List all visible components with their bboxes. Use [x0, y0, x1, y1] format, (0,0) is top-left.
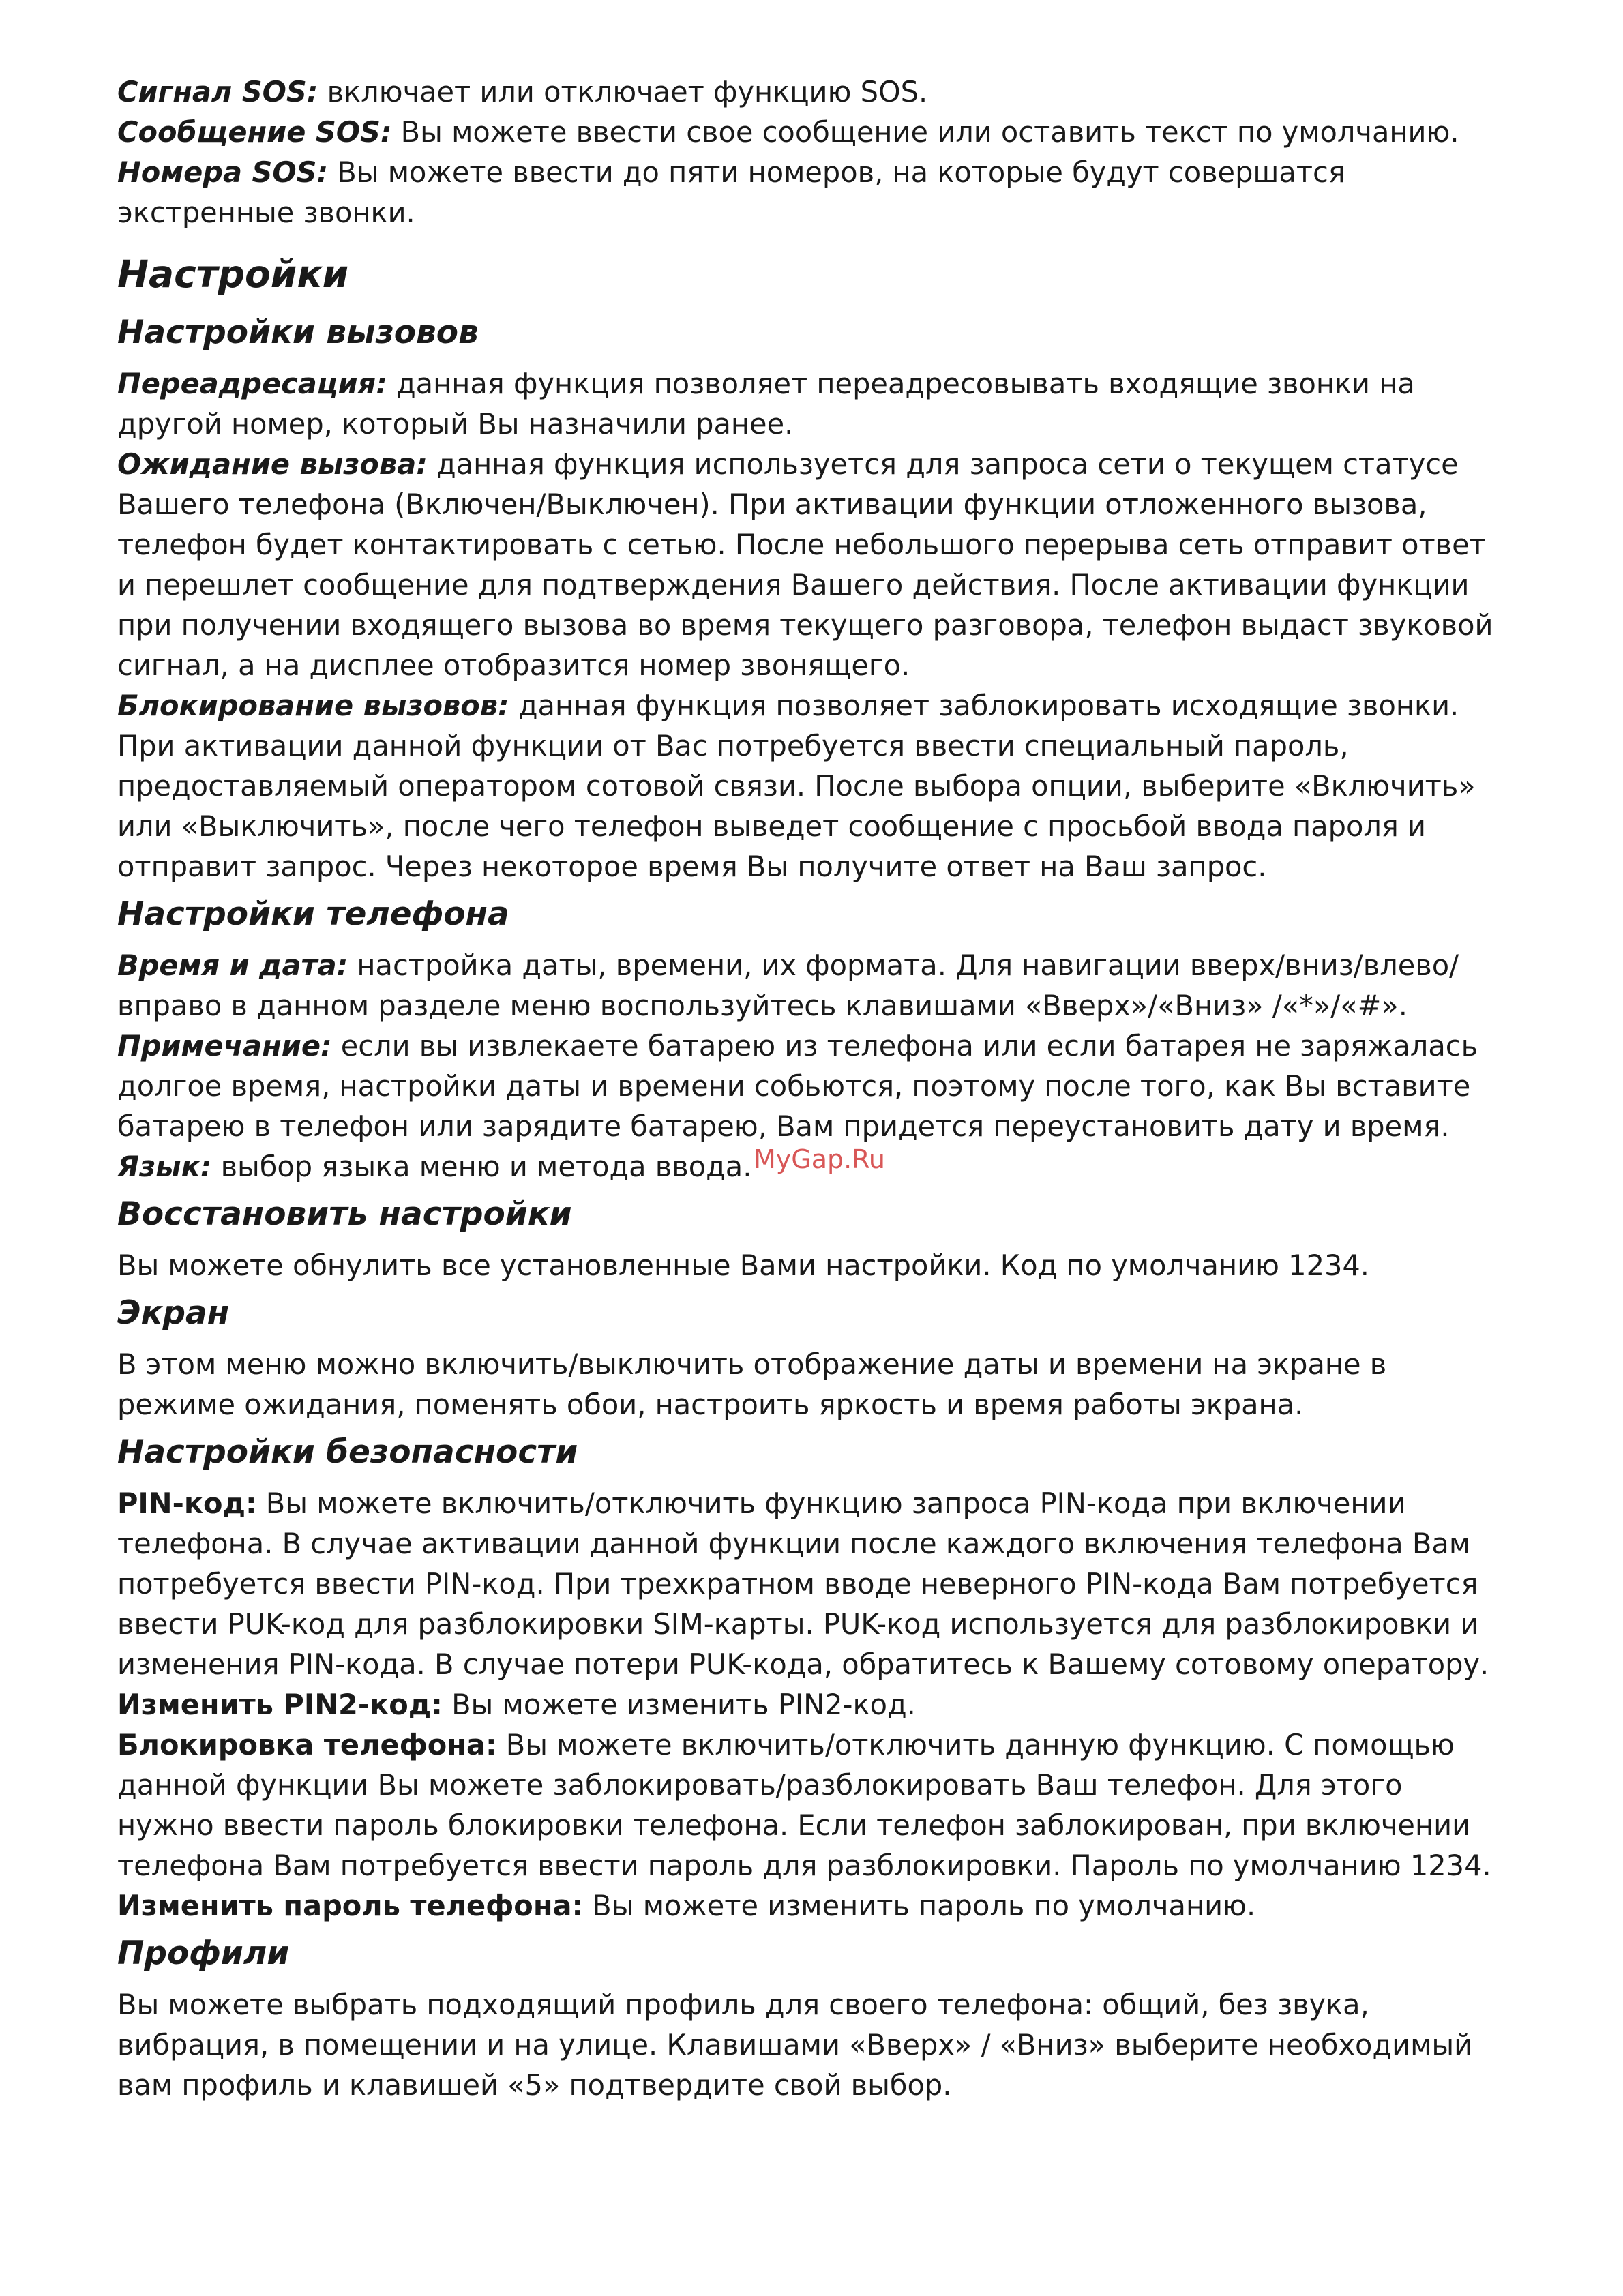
profiles-text: Вы можете выбрать подходящий профиль для своего телефона: общий, без звука, вибрация, в помещении и на улице. Клавишами «Вверх» / «Вниз» выберите необходимый вам профиль и клавишей «5» подтвердите свой выбор. [117, 1988, 1473, 2102]
screen-text: В этом меню можно включить/выключить отображение даты и времени на экране в режиме ожидания, поменять обои, настроить яркость и время работы экрана. [117, 1347, 1387, 1421]
phone-lock-label: Блокировка телефона: [117, 1728, 497, 1761]
language-label: Язык: [117, 1150, 212, 1183]
language-text: выбор языка меню и метода ввода. [211, 1150, 752, 1183]
pin2-label: Изменить PIN2-код: [117, 1688, 443, 1721]
call-barring-paragraph [117, 685, 1500, 886]
note-paragraph [117, 1026, 1500, 1146]
datetime-text: настройка даты, времени, их формата. Для навигации вверх/вниз/влево/вправо в данном разделе меню воспользуйтесь клавишами «Вверх»/«Вниз» /«*»/«#». [117, 949, 1459, 1022]
phone-lock-text: Вы можете включить/отключить данную функцию. С помощью данной функции Вы можете заблокировать/разблокировать Ваш телефон. Для этого нужно ввести пароль блокировки телефона. Если телефон заблокирован, при включении телефона Вам потребуется ввести пароль для разблокировки. Пароль по умолчанию 1234. [117, 1728, 1491, 1882]
sos-message-label: Сообщение SOS: [117, 115, 392, 149]
call-barring-text: данная функция позволяет заблокировать исходящие звонки. При активации данной функции от Вас потребуется ввести специальный пароль, предоставляемый оператором сотовой связи. После выбора опции, выберите «Включить» или «Выключить», после чего телефон выведет сообщение с просьбой ввода пароля и отправит запрос. Через некоторое время Вы получите ответ на Ваш запрос. [117, 689, 1476, 883]
profiles-heading: Профили [117, 1935, 290, 1972]
phone-settings-heading: Настройки телефона [117, 895, 509, 933]
call-waiting-label: Ожидание вызова: [117, 447, 428, 481]
settings-title: Настройки [117, 252, 349, 296]
call-barring-label: Блокирование вызовов: [117, 689, 509, 722]
note-text: если вы извлекаете батарею из телефона или если батарея не заряжалась долгое время, настройки даты и времени собьются, поэтому после того, как Вы вставите батарею в телефон или зарядите батарею, Вам придется переустановить дату и время. [117, 1029, 1478, 1143]
datetime-paragraph [117, 945, 1500, 1026]
change-password-paragraph [117, 1885, 1500, 1926]
datetime-label: Время и дата: [117, 949, 348, 982]
forwarding-paragraph [117, 363, 1500, 444]
sos-message-text: Вы можете ввести свое сообщение или оставить текст по умолчанию. [391, 115, 1459, 149]
watermark: MyGap.Ru [754, 1144, 885, 1174]
screen-heading: Экран [117, 1294, 230, 1332]
phone-lock-paragraph [117, 1725, 1500, 1885]
call-waiting-paragraph [117, 444, 1500, 685]
pin2-paragraph [117, 1684, 1500, 1725]
pin-label: PIN-код: [117, 1487, 257, 1520]
pin2-text: Вы можете изменить PIN2-код. [442, 1688, 916, 1721]
security-settings-heading: Настройки безопасности [117, 1433, 578, 1471]
sos-signal-label: Сигнал SOS: [117, 75, 318, 108]
sos-message-paragraph [117, 112, 1500, 152]
restore-settings-text: Вы можете обнулить все установленные Вами настройки. Код по умолчанию 1234. [117, 1249, 1369, 1282]
forwarding-label: Переадресация: [117, 367, 387, 400]
sos-numbers-label: Номера SOS: [117, 155, 329, 189]
sos-numbers-text: Вы можете ввести до пяти номеров, на которые будут совершатся экстренные звонки. [117, 155, 1345, 229]
call-settings-heading: Настройки вызовов [117, 314, 479, 351]
change-password-text: Вы можете изменить пароль по умолчанию. [583, 1889, 1256, 1922]
change-password-label: Изменить пароль телефона: [117, 1889, 584, 1922]
note-label: Примечание: [117, 1029, 332, 1062]
restore-settings-heading: Восстановить настройки [117, 1195, 572, 1233]
sos-numbers-paragraph [117, 152, 1500, 233]
pin-paragraph [117, 1483, 1500, 1684]
call-waiting-text: данная функция используется для запроса сети о текущем статусе Вашего телефона (Включен/Выключен). При активации функции отложенного вызова, телефон будет контактировать с сетью. После небольшого перерыва сеть отправит ответ и перешлет сообщение для подтверждения Вашего действия. После активации функции при получении входящего вызова во время текущего разговора, телефон выдаст звуковой сигнал, а на дисплее отобразится номер звонящего. [117, 447, 1493, 682]
pin-text: Вы можете включить/отключить функцию запроса PIN-кода при включении телефона. В случае активации данной функции после каждого включения телефона Вам потребуется ввести PIN-код. При трехкратном вводе неверного PIN-кода Вам потребуется ввести PUK-код для разблокировки SIM-карты. PUK-код используется для разблокировки и изменения PIN-кода. В случае потери PUK-кода, обратитесь к Вашему сотовому оператору. [117, 1487, 1489, 1681]
sos-signal-paragraph [117, 72, 1500, 112]
forwarding-text: данная функция позволяет переадресовывать входящие звонки на другой номер, который Вы назначили ранее. [117, 367, 1415, 441]
sos-signal-text: включает или отключает функцию SOS. [318, 75, 928, 108]
